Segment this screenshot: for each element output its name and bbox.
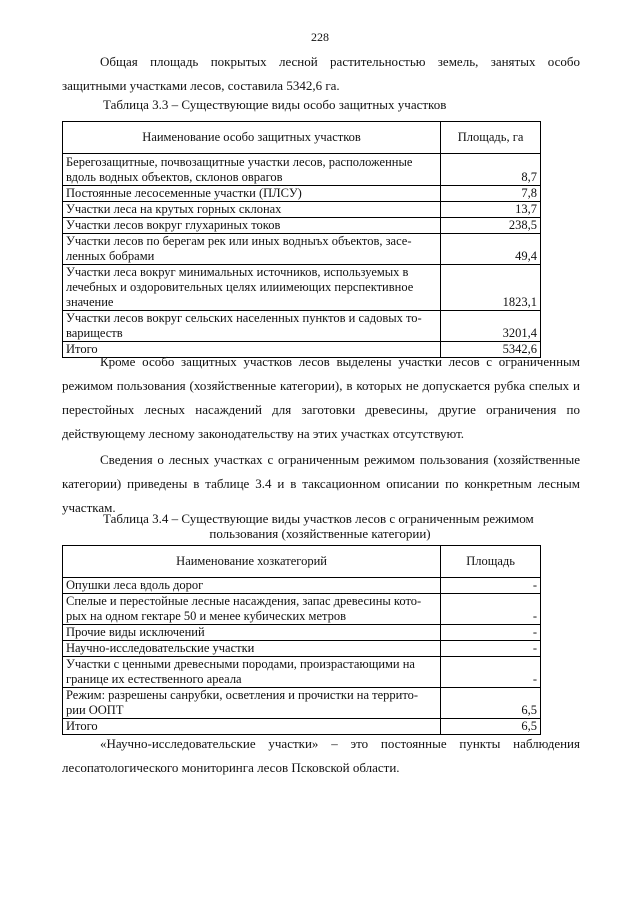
row-value: -: [441, 578, 541, 594]
row-value: 6,5: [441, 688, 541, 719]
table-3-3-caption: Таблица 3.3 – Существующие виды особо защитных участков: [103, 97, 447, 112]
row-value: 1823,1: [441, 265, 541, 311]
row-value: 3201,4: [441, 311, 541, 342]
table-row: [63, 625, 541, 641]
table-row: [63, 234, 541, 265]
table-3-4-caption-line1: Таблица 3.4 – Существующие виды участков лесов с ограниченным режимом: [103, 511, 534, 526]
row-name: Участки лесов вокруг сельских населенных пунктов и садовых то-вариществ: [63, 311, 441, 342]
row-name: Участки леса вокруг минимальных источников, используемых в лечебных и оздоровительных целях илиимеющих перспективное значение: [63, 265, 441, 311]
table-3-3: [62, 121, 541, 358]
row-value: 238,5: [441, 218, 541, 234]
table-row: [63, 578, 541, 594]
row-name: Участки леса на крутых горных склонах: [63, 202, 441, 218]
row-value: -: [441, 625, 541, 641]
row-value: -: [441, 657, 541, 688]
row-name: Итого: [63, 719, 441, 735]
row-name: Прочие виды исключений: [63, 625, 441, 641]
row-name: Итого: [63, 342, 441, 358]
row-name: Спелые и перестойные лесные насаждения, запас древесины кото-рых на одном гектаре 50 и менее кубических метров: [63, 594, 441, 625]
row-name: Берегозащитные, почвозащитные участки лесов, расположенные вдоль водных объектов, склонов оврагов: [63, 154, 441, 186]
row-value: 7,8: [441, 186, 541, 202]
row-value: -: [441, 641, 541, 657]
row-value: -: [441, 594, 541, 625]
row-name: Научно-исследовательские участки: [63, 641, 441, 657]
column-header-area: Площадь, га: [441, 122, 541, 154]
column-header-area: Площадь: [441, 546, 541, 578]
table-row: [63, 657, 541, 688]
page-number: 228: [311, 30, 329, 44]
table-header-row: [63, 122, 541, 154]
table-row: [63, 594, 541, 625]
row-value: 8,7: [441, 154, 541, 186]
row-value: 49,4: [441, 234, 541, 265]
paragraph-restricted-areas: Кроме особо защитных участков лесов выделены участки лесов с ограниченным режимом пользования (хозяйственные категории), в которых не допускается рубка спелых и перестойных лесных насаждений для заготовки древесины, другие ограничения по действующему лесному законодательству на этих участках отсутствуют.: [62, 354, 580, 441]
column-header-name: Наименование хозкатегорий: [63, 546, 441, 578]
table-3-4-caption-line2: пользования (хозяйственные категории): [209, 526, 431, 541]
row-name: Постоянные лесосеменные участки (ПЛСУ): [63, 186, 441, 202]
row-name: Участки лесов вокруг глухариных токов: [63, 218, 441, 234]
table-row: [63, 641, 541, 657]
intro-paragraph: Общая площадь покрытых лесной растительностью земель, занятых особо защитными участками лесов, составила 5342,6 га.: [62, 54, 580, 93]
row-name: Участки лесов по берегам рек или иных водныъх объектов, засе-ленных бобрами: [63, 234, 441, 265]
table-row: [63, 688, 541, 719]
closing-paragraph: «Научно-исследовательские участки» – это постоянные пункты наблюдения лесопатологического мониторинга лесов Псковской области.: [62, 736, 580, 775]
table-row: [63, 218, 541, 234]
table-3-4: [62, 545, 541, 735]
row-name: Опушки леса вдоль дорог: [63, 578, 441, 594]
row-value: 6,5: [441, 719, 541, 735]
paragraph-table-reference: Сведения о лесных участках с ограниченным режимом пользования (хозяйственные категории) приведены в таблице 3.4 и в таксационном описании по конкретным лесным участкам.: [62, 452, 580, 515]
table-row: [63, 186, 541, 202]
row-value: 13,7: [441, 202, 541, 218]
table-row: [63, 311, 541, 342]
column-header-name: Наименование особо защитных участков: [63, 122, 441, 154]
row-name: Режим: разрешены санрубки, осветления и прочистки на террито-рии ООПТ: [63, 688, 441, 719]
row-value: 5342,6: [441, 342, 541, 358]
row-name: Участки с ценными древесными породами, произрастающими на границе их естественного ареала: [63, 657, 441, 688]
table-row: [63, 202, 541, 218]
table-row: [63, 154, 541, 186]
table-row: [63, 265, 541, 311]
table-header-row: [63, 546, 541, 578]
